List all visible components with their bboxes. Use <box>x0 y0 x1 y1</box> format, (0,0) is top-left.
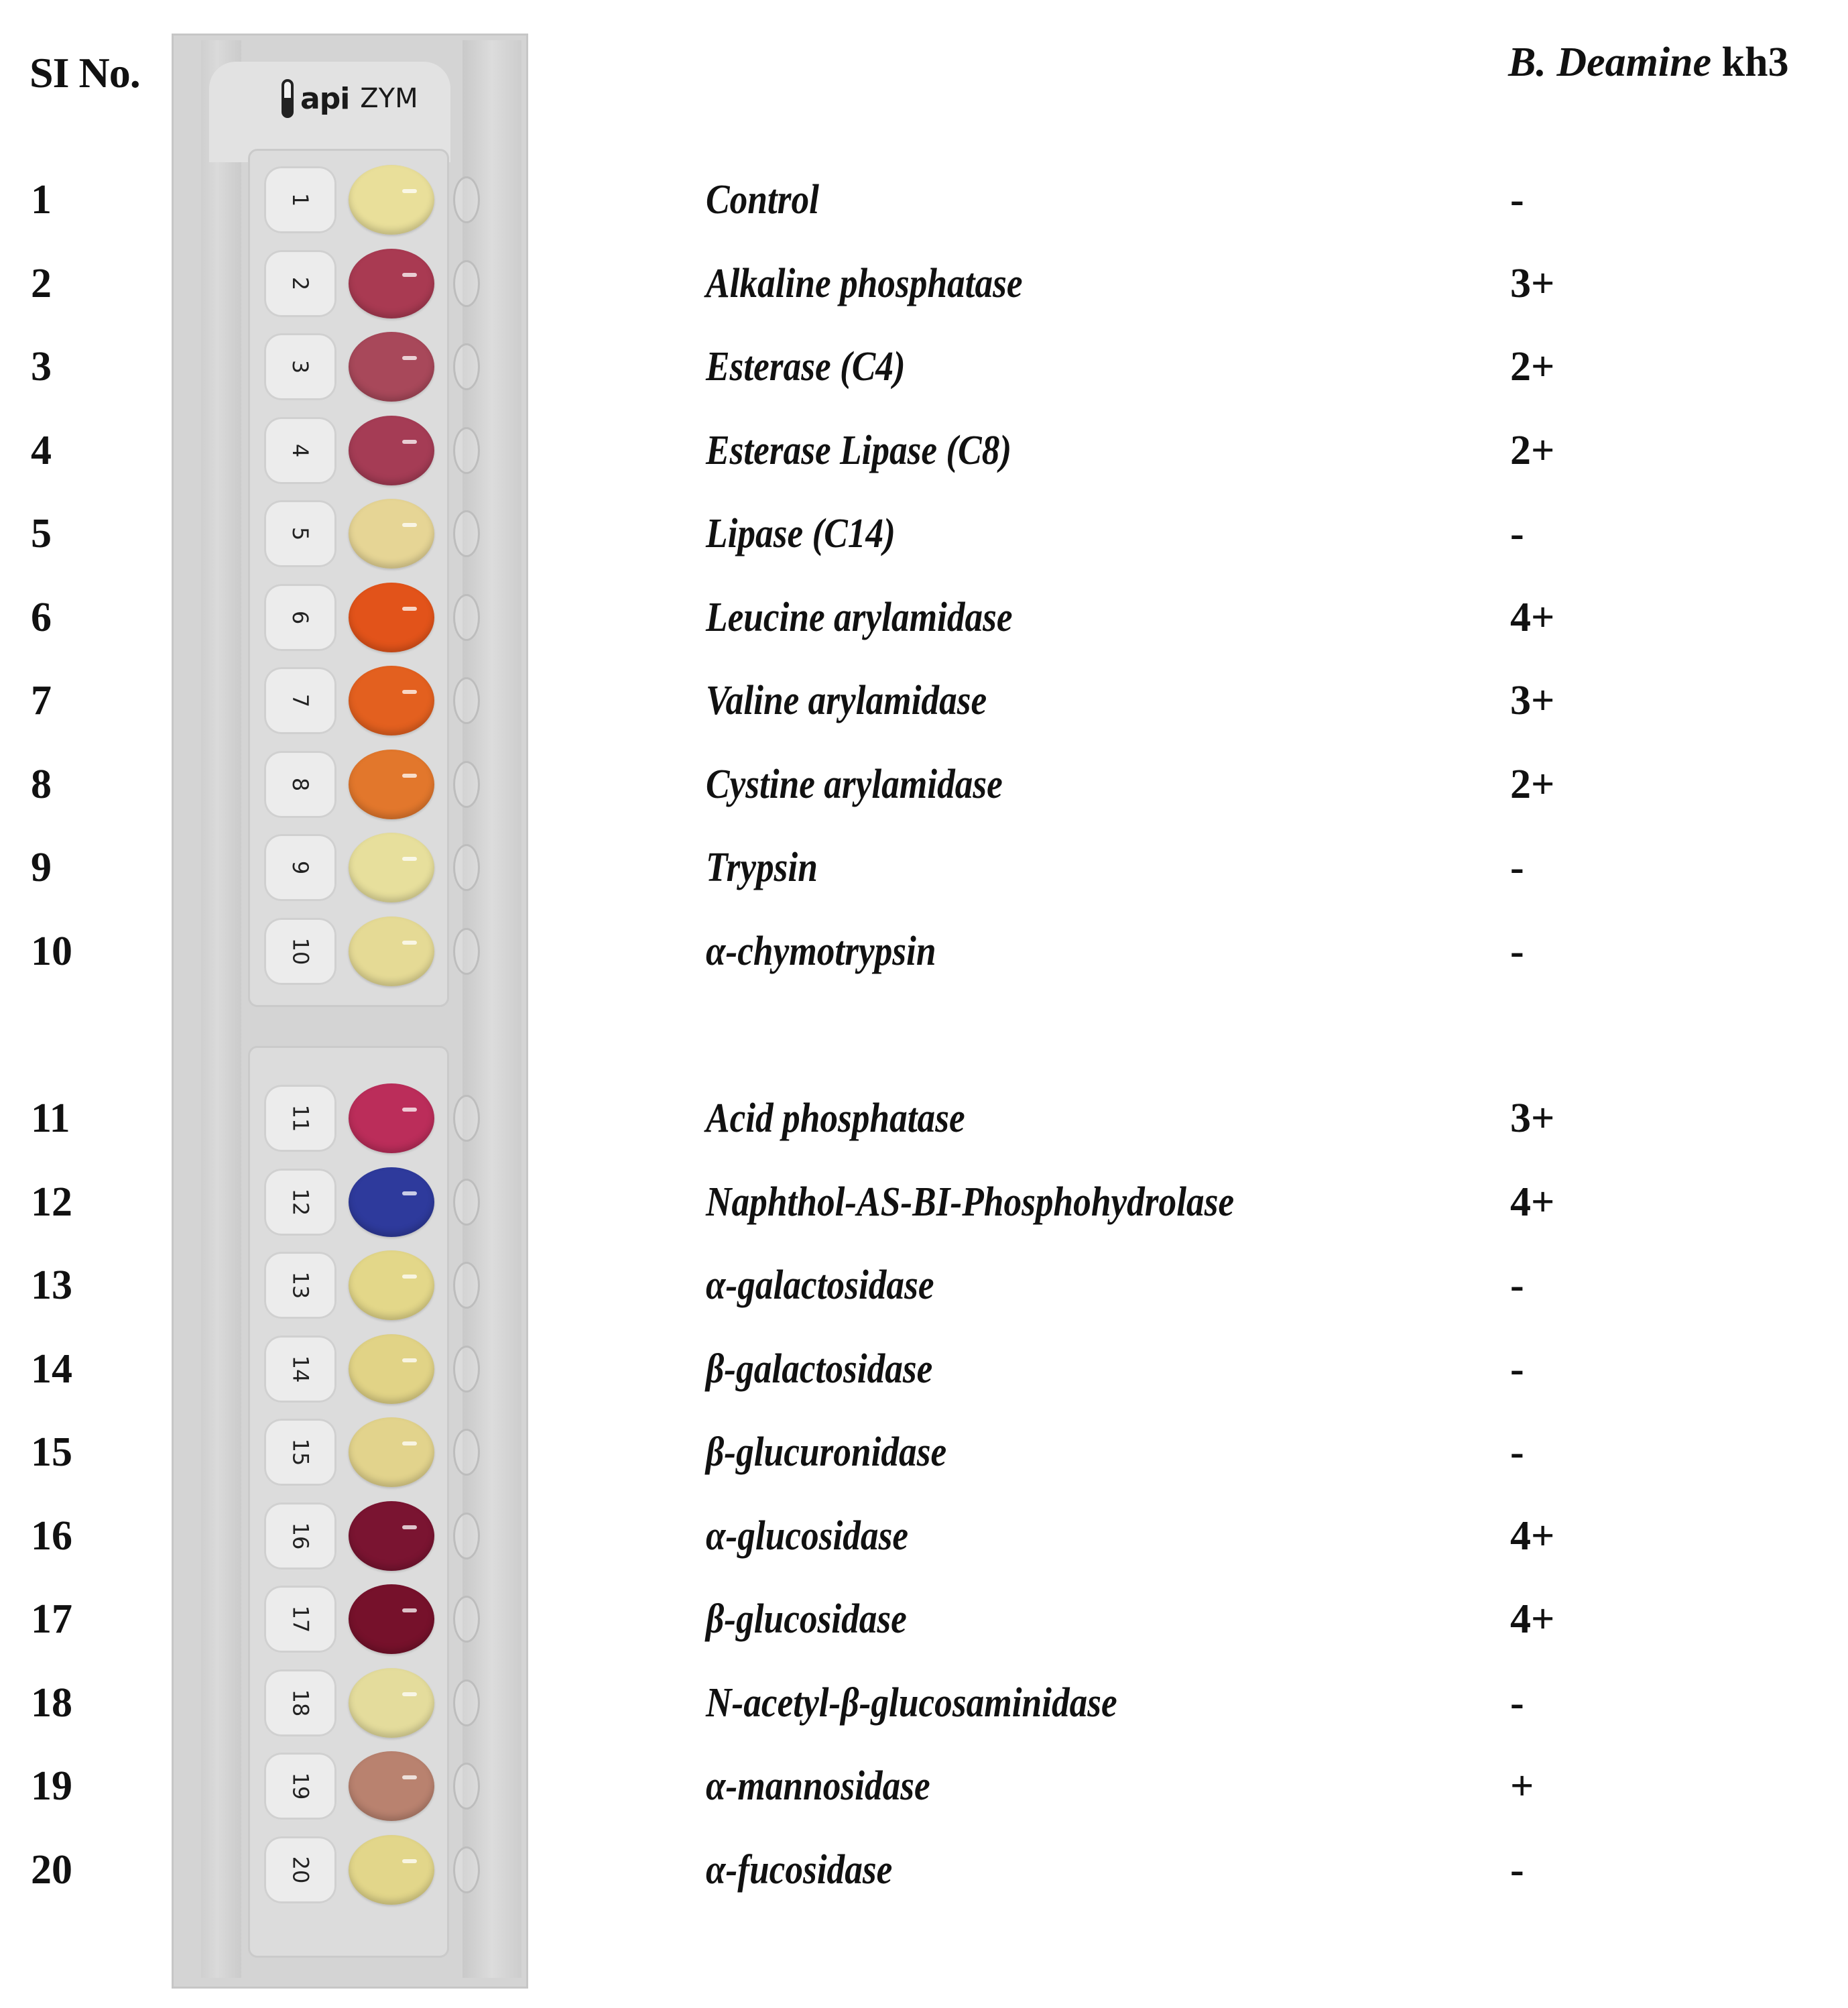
reaction-cupule <box>349 1584 434 1654</box>
enzyme-name: Leucine arylamidase <box>706 594 1013 640</box>
si-number: 19 <box>31 1763 72 1809</box>
well-number-label <box>264 1502 336 1570</box>
reaction-cupule <box>349 583 434 652</box>
well-number: 20 <box>288 1856 313 1883</box>
reaction-cupule <box>349 1835 434 1905</box>
well-number: 2 <box>287 276 313 290</box>
reaction-cupule <box>349 1334 434 1404</box>
reaction-cupule <box>349 1417 434 1487</box>
result-score: 4+ <box>1510 1513 1555 1559</box>
result-score: - <box>1510 1679 1524 1726</box>
enzyme-name: α-fucosidase <box>706 1846 893 1893</box>
well-number: 14 <box>288 1355 313 1382</box>
reaction-cupule <box>349 750 434 819</box>
cupule-rim <box>453 844 480 891</box>
enzyme-name: β-glucosidase <box>706 1596 907 1642</box>
cupule-rim <box>453 928 480 975</box>
well-number-label <box>264 667 336 734</box>
cupule-rim <box>453 1513 480 1559</box>
well-number-label <box>264 1169 336 1236</box>
enzyme-name: N-acetyl-β-glucosaminidase <box>706 1679 1117 1726</box>
reaction-cupule <box>349 1668 434 1738</box>
enzyme-name: α-mannosidase <box>706 1763 930 1809</box>
reaction-cupule <box>349 249 434 318</box>
well-number-label <box>264 834 336 901</box>
reaction-cupule <box>349 1167 434 1237</box>
well-number-label <box>264 1252 336 1319</box>
enzyme-name: α-glucosidase <box>706 1513 909 1559</box>
si-number: 12 <box>31 1179 72 1225</box>
si-number: 5 <box>31 511 52 556</box>
reaction-cupule <box>349 1083 434 1153</box>
well-number: 6 <box>287 610 313 624</box>
cupule-rim <box>453 1346 480 1393</box>
cupule-rim <box>453 1846 480 1893</box>
si-number: 10 <box>31 928 72 974</box>
well-number: 18 <box>288 1689 313 1716</box>
capsule-icon <box>282 79 294 118</box>
enzyme-name: Valine arylamidase <box>706 678 987 723</box>
organism-header <box>1508 39 1789 86</box>
well-number: 17 <box>288 1605 313 1633</box>
result-score: 2+ <box>1510 761 1555 807</box>
well-number: 11 <box>288 1104 313 1132</box>
result-score: - <box>1510 928 1524 974</box>
result-score: 3+ <box>1510 678 1555 723</box>
si-number: 7 <box>31 678 52 723</box>
si-number: 2 <box>31 260 52 306</box>
si-number: 9 <box>31 845 52 890</box>
result-score: 2+ <box>1510 427 1555 473</box>
cupule-rim <box>453 1095 480 1142</box>
reaction-cupule <box>349 1501 434 1571</box>
enzyme-name: β-glucuronidase <box>706 1429 947 1475</box>
cupule-rim <box>453 343 480 390</box>
well-number-label <box>264 751 336 818</box>
enzyme-name: Lipase (C14) <box>706 511 896 556</box>
reaction-cupule <box>349 332 434 402</box>
reaction-cupule <box>349 833 434 902</box>
si-number: 15 <box>31 1429 72 1475</box>
result-score: + <box>1510 1763 1534 1809</box>
well-number-label <box>264 1085 336 1152</box>
si-number: 17 <box>31 1596 72 1642</box>
cupule-rim <box>453 677 480 724</box>
si-number: 1 <box>31 177 52 223</box>
cupule-rim <box>453 761 480 808</box>
cupule-rim <box>453 594 480 641</box>
si-number: 14 <box>31 1346 72 1392</box>
cupule-rim <box>453 260 480 307</box>
well-number: 1 <box>287 192 313 207</box>
strip-left-rail <box>201 40 241 1978</box>
si-number: 11 <box>31 1096 70 1141</box>
cupule-rim <box>453 1429 480 1476</box>
enzyme-name: Alkaline phosphatase <box>706 260 1023 306</box>
well-number-label <box>264 417 336 484</box>
si-number: 13 <box>31 1262 72 1308</box>
cupule-rim <box>453 510 480 557</box>
well-number: 4 <box>287 443 313 457</box>
enzyme-name: Cystine arylamidase <box>706 761 1003 807</box>
cupule-rim <box>453 427 480 474</box>
reaction-cupule <box>349 1751 434 1821</box>
well-number-label <box>264 166 336 233</box>
enzyme-name: α-galactosidase <box>706 1262 934 1308</box>
result-score: - <box>1510 177 1524 223</box>
result-score: 2+ <box>1510 344 1555 390</box>
organism-strain: kh3 <box>1711 40 1789 85</box>
enzyme-name: Esterase (C4) <box>706 344 906 390</box>
cupule-rim <box>453 1679 480 1726</box>
well-number: 16 <box>288 1522 313 1549</box>
result-score: - <box>1510 511 1524 556</box>
well-number: 7 <box>287 693 313 708</box>
api-zym-logo <box>282 79 418 118</box>
well-number-label <box>264 1836 336 1903</box>
reaction-cupule <box>349 917 434 986</box>
si-number: 4 <box>31 427 52 473</box>
reaction-cupule <box>349 1250 434 1320</box>
well-number-label <box>264 250 336 317</box>
reaction-cupule <box>349 666 434 735</box>
well-number-label <box>264 1753 336 1820</box>
enzyme-name: β-galactosidase <box>706 1346 933 1392</box>
well-number-label <box>264 918 336 985</box>
cupule-rim <box>453 1179 480 1226</box>
si-number: 6 <box>31 594 52 640</box>
well-number: 5 <box>287 526 313 541</box>
enzyme-name: α-chymotrypsin <box>706 928 936 974</box>
result-score: - <box>1510 1262 1524 1308</box>
enzyme-name: Trypsin <box>706 845 818 890</box>
well-number: 15 <box>288 1438 313 1466</box>
well-number: 12 <box>288 1188 313 1216</box>
well-number-label <box>264 1336 336 1403</box>
result-score: 4+ <box>1510 594 1555 640</box>
si-number: 18 <box>31 1679 72 1726</box>
product-text: ZYM <box>360 83 418 114</box>
well-number: 8 <box>287 777 313 791</box>
well-number: 13 <box>288 1271 313 1299</box>
enzyme-name: Esterase Lipase (C8) <box>706 427 1012 473</box>
enzyme-name: Control <box>706 177 819 223</box>
well-number: 9 <box>287 860 313 875</box>
reaction-cupule <box>349 416 434 485</box>
result-score: 4+ <box>1510 1179 1555 1225</box>
well-number: 10 <box>288 937 313 965</box>
well-number-label <box>264 1669 336 1736</box>
result-score: 4+ <box>1510 1596 1555 1642</box>
enzyme-name: Naphthol-AS-BI-Phosphohydrolase <box>706 1179 1235 1225</box>
well-number-label <box>264 584 336 651</box>
well-number-label <box>264 1586 336 1653</box>
enzyme-name: Acid phosphatase <box>706 1096 965 1141</box>
cupule-rim <box>453 1763 480 1810</box>
result-score: 3+ <box>1510 260 1555 306</box>
well-number-label <box>264 1419 336 1486</box>
result-score: - <box>1510 1429 1524 1475</box>
si-number-header: SI No. <box>29 49 140 97</box>
well-number: 19 <box>288 1772 313 1800</box>
si-number: 3 <box>31 344 52 390</box>
well-number: 3 <box>287 359 313 374</box>
brand-text: api <box>300 81 350 116</box>
cupule-rim <box>453 1262 480 1309</box>
cupule-rim <box>453 176 480 223</box>
organism-name: B. Deamine <box>1508 40 1712 85</box>
result-score: - <box>1510 1846 1524 1893</box>
result-score: - <box>1510 1346 1524 1392</box>
si-number: 20 <box>31 1846 72 1893</box>
well-number-label <box>264 500 336 567</box>
reaction-cupule <box>349 165 434 235</box>
reaction-cupule <box>349 499 434 569</box>
result-score: - <box>1510 845 1524 890</box>
cupule-rim <box>453 1596 480 1643</box>
result-score: 3+ <box>1510 1096 1555 1141</box>
si-number: 8 <box>31 761 52 807</box>
well-number-label <box>264 333 336 400</box>
si-number: 16 <box>31 1513 72 1559</box>
